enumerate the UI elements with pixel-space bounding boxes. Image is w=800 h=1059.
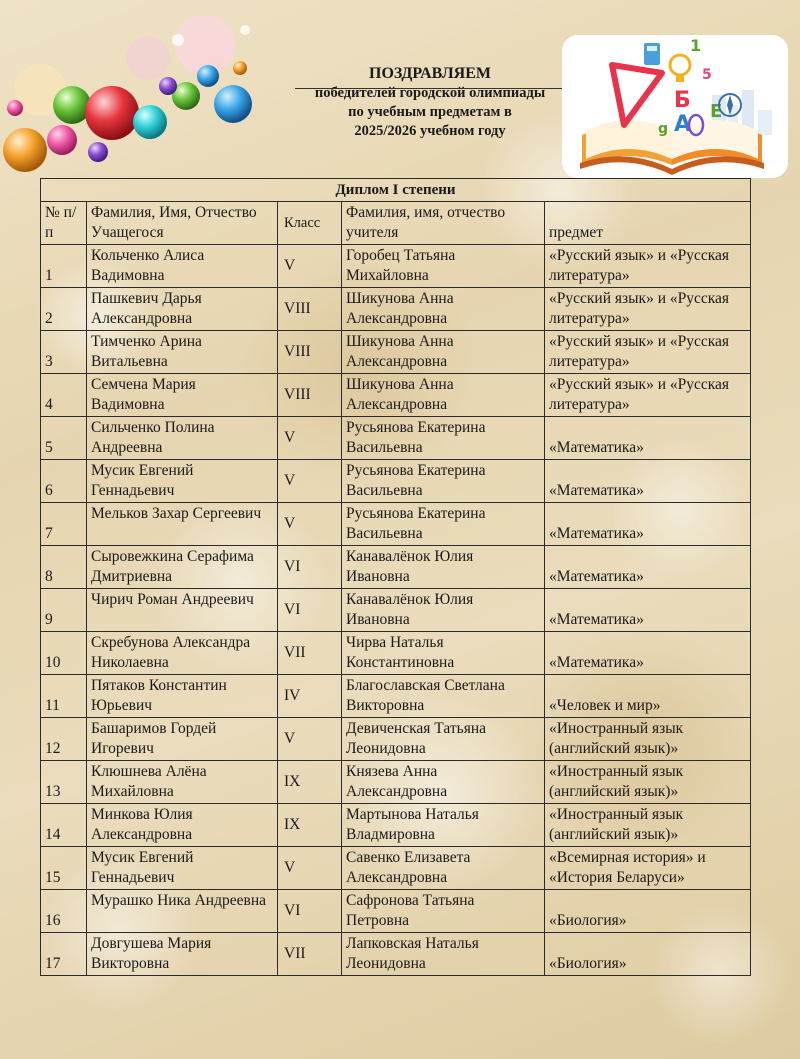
bubble [126,36,170,80]
subject-name: «Иностранный язык (английский язык)» [545,804,751,847]
table-row [41,374,751,417]
student-class: VIII [278,288,342,331]
table-row [41,460,751,503]
table-header-row [41,202,751,245]
subject-name: «Математика» [545,589,751,632]
logo-glyph: Б [674,88,691,113]
decorative-bubbles [0,0,270,180]
logo-glyph: g [658,121,669,137]
header-line-1: победителей городской олимпиады [314,85,546,101]
row-number: 14 [41,804,87,847]
teacher-name: Сафронова Татьяна Петровна [342,890,545,933]
bubble [159,77,177,95]
bubble [53,86,91,124]
diploma-heading: Диплом I степени [41,179,751,202]
student-name: Пашкевич Дарья Александровна [87,288,278,331]
book-icon [562,35,788,178]
student-class: VI [278,589,342,632]
subject-name: «Русский язык» и «Русская литература» [545,374,751,417]
table-row [41,503,751,546]
table-row [41,546,751,589]
column-header-num: № п/п [41,202,87,245]
student-class: V [278,503,342,546]
header-divider [295,88,580,89]
table-row [41,589,751,632]
subject-name: «Всемирная история» и «История Беларуси» [545,847,751,890]
subject-name: «Биология» [545,933,751,976]
student-class: IX [278,761,342,804]
student-class: VII [278,632,342,675]
teacher-name: Шикунова Анна Александровна [342,374,545,417]
row-number: 10 [41,632,87,675]
bubble [85,86,139,140]
header-line-3: 2025/2026 учебном году [354,123,506,139]
winners-table-container [40,178,750,976]
table-row [41,417,751,460]
student-class: VI [278,546,342,589]
teacher-name: Лапковская Наталья Леонидовна [342,933,545,976]
column-header-student: Фамилия, Имя, Отчество Учащегося [87,202,278,245]
student-class: VII [278,933,342,976]
teacher-name: Канавалёнок Юлия Ивановна [342,589,545,632]
table-row [41,847,751,890]
teacher-name: Горобец Татьяна Михайловна [342,245,545,288]
teacher-name: Савенко Елизавета Александровна [342,847,545,890]
row-number: 1 [41,245,87,288]
table-row [41,933,751,976]
student-name: Семчена Мария Вадимовна [87,374,278,417]
student-name: Клюшнева Алёна Михайловна [87,761,278,804]
student-name: Мурашко Ника Андреевна [87,890,278,933]
subject-name: «Математика» [545,632,751,675]
row-number: 2 [41,288,87,331]
bubble [133,105,167,139]
table-row [41,331,751,374]
student-name: Чирич Роман Андреевич [87,589,278,632]
student-class: V [278,847,342,890]
table-row [41,804,751,847]
teacher-name: Русьянова Екатерина Васильевна [342,460,545,503]
row-number: 17 [41,933,87,976]
subject-name: «Русский язык» и «Русская литература» [545,288,751,331]
student-class: V [278,417,342,460]
winners-table [40,178,751,976]
teacher-name: Чирва Наталья Константиновна [342,632,545,675]
row-number: 6 [41,460,87,503]
subject-name: «Иностранный язык (английский язык)» [545,761,751,804]
teacher-name: Русьянова Екатерина Васильевна [342,417,545,460]
teacher-name: Русьянова Екатерина Васильевна [342,503,545,546]
student-name: Довгушева Мария Викторовна [87,933,278,976]
row-number: 4 [41,374,87,417]
student-class: IV [278,675,342,718]
subject-name: «Русский язык» и «Русская литература» [545,245,751,288]
student-class: VIII [278,331,342,374]
logo-glyph: А [674,112,692,137]
student-name: Сильченко Полина Андреевна [87,417,278,460]
row-number: 12 [41,718,87,761]
row-number: 11 [41,675,87,718]
logo-glyph: 1 [690,36,702,55]
student-name: Кольченко Алиса Вадимовна [87,245,278,288]
student-class: VI [278,890,342,933]
row-number: 13 [41,761,87,804]
teacher-name: Мартынова Наталья Владмировна [342,804,545,847]
student-class: V [278,460,342,503]
subject-name: «Биология» [545,890,751,933]
bubble [233,61,247,75]
column-header-subject: предмет [545,202,751,245]
table-row [41,632,751,675]
student-class: IX [278,804,342,847]
student-name: Скребунова Александра Николаевна [87,632,278,675]
column-header-class: Класс [278,202,342,245]
logo-glyph: Е [710,101,723,122]
subject-name: «Математика» [545,503,751,546]
bubble [240,25,250,35]
subject-name: «Математика» [545,460,751,503]
student-name: Сыровежкина Серафима Дмитриевна [87,546,278,589]
student-name: Пятаков Константин Юрьевич [87,675,278,718]
row-number: 15 [41,847,87,890]
announcement-header [250,64,610,141]
student-name: Тимченко Арина Витальевна [87,331,278,374]
table-row [41,675,751,718]
student-name: Мусик Евгений Геннадьевич [87,460,278,503]
teacher-name: Благославская Светлана Викторовна [342,675,545,718]
student-name: Башаримов Гордей Игоревич [87,718,278,761]
table-row [41,245,751,288]
subject-name: «Иностранный язык (английский язык)» [545,718,751,761]
row-number: 9 [41,589,87,632]
page-title: ПОЗДРАВЛЯЕМ [369,65,491,82]
teacher-name: Девиченская Татьяна Леонидовна [342,718,545,761]
row-number: 8 [41,546,87,589]
student-class: V [278,718,342,761]
subject-name: «Русский язык» и «Русская литература» [545,331,751,374]
row-number: 16 [41,890,87,933]
bubble [197,65,219,87]
student-name: Мельков Захар Сергеевич [87,503,278,546]
table-body [41,245,751,976]
table-row [41,761,751,804]
subject-name: «Человек и мир» [545,675,751,718]
student-name: Мусик Евгений Геннадьевич [87,847,278,890]
bubble [214,85,252,123]
teacher-name: Шикунова Анна Александровна [342,331,545,374]
bubble [47,125,77,155]
row-number: 7 [41,503,87,546]
bubble [172,34,184,46]
row-number: 3 [41,331,87,374]
bubble [88,142,108,162]
row-number: 5 [41,417,87,460]
column-header-teacher: Фамилия, имя, отчество учителя [342,202,545,245]
subject-name: «Математика» [545,417,751,460]
teacher-name: Канавалёнок Юлия Ивановна [342,546,545,589]
teacher-name: Шикунова Анна Александровна [342,288,545,331]
student-class: VIII [278,374,342,417]
student-name: Минкова Юлия Александровна [87,804,278,847]
header-line-2: по учебным предметам в [348,104,512,120]
bubble [7,100,23,116]
education-logo [562,35,788,178]
table-row [41,718,751,761]
table-row [41,890,751,933]
bubble [3,128,47,172]
teacher-name: Князева Анна Александровна [342,761,545,804]
student-class: V [278,245,342,288]
subject-name: «Математика» [545,546,751,589]
table-row [41,288,751,331]
logo-glyph: 5 [702,67,712,83]
